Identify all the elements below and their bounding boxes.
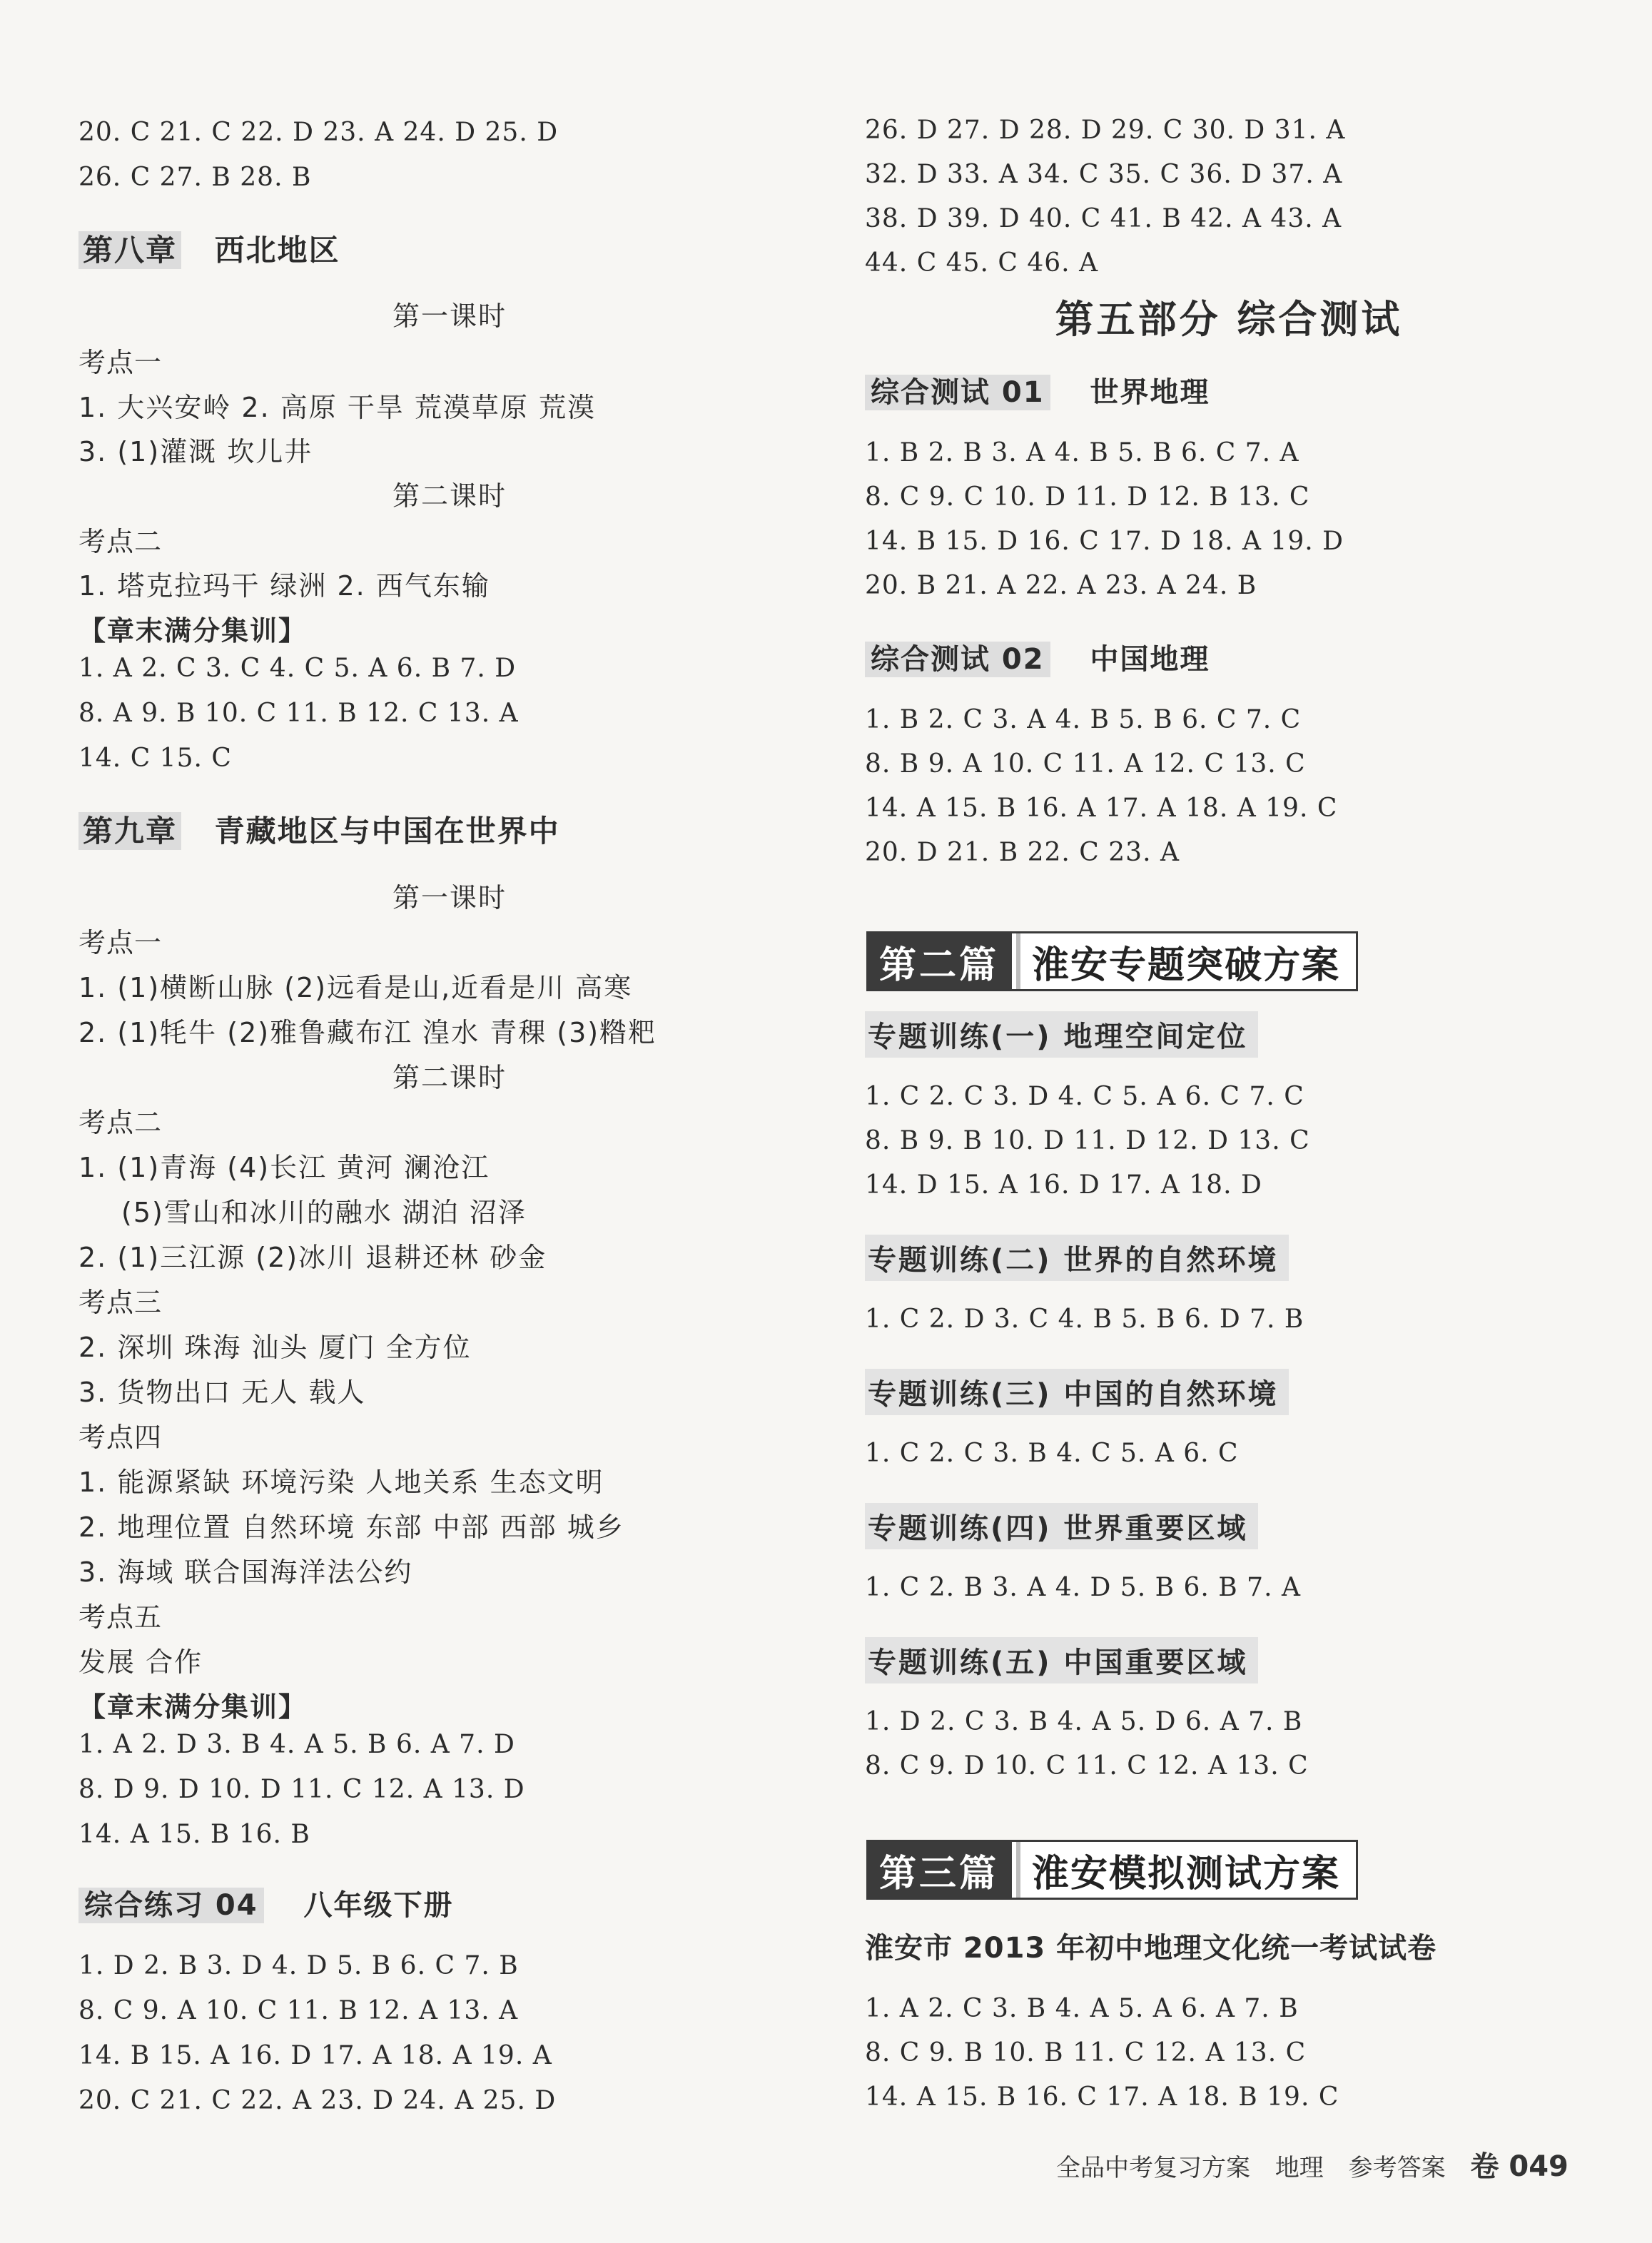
lesson-title: 第二课时	[392, 1062, 507, 1093]
lesson-title: 第一课时	[392, 300, 507, 332]
topic-heading: 专题训练(三) 中国的自然环境	[865, 1369, 1289, 1415]
section-label: 参考答案	[1348, 2154, 1446, 2182]
page-number: 卷 049	[1470, 2150, 1569, 2183]
chapter-number: 第九章	[78, 812, 181, 850]
answer-line: 1. C 2. D 3. C 4. B 5. B 6. D 7. B	[865, 1305, 1304, 1334]
answer-line: 2. (1)三江源 (2)冰川 退耕还林 砂金	[78, 1242, 547, 1273]
test-title: 中国地理	[1090, 643, 1210, 676]
test-title: 世界地理	[1090, 376, 1210, 409]
page-footer	[1056, 2144, 1598, 2184]
point-title: 考点二	[78, 526, 163, 557]
answer-line: 1. A 2. D 3. B 4. A 5. B 6. A 7. D	[78, 1730, 515, 1759]
chapter-number: 第八章	[78, 231, 181, 269]
topic-heading: 专题训练(一) 地理空间定位	[865, 1011, 1258, 1058]
answer-line: 8. C 9. C 10. D 11. D 12. B 13. C	[865, 482, 1310, 512]
test-heading	[865, 370, 1210, 410]
answer-line: 20. C 21. C 22. A 23. D 24. A 25. D	[78, 2086, 557, 2115]
topic-heading: 专题训练(二) 世界的自然环境	[865, 1235, 1289, 1281]
exercise-heading	[78, 1883, 454, 1923]
test-heading	[865, 637, 1210, 677]
lesson-title: 第一课时	[392, 882, 507, 913]
answer-line: 1. C 2. C 3. B 4. C 5. A 6. C	[865, 1439, 1239, 1468]
answer-line: 38. D 39. D 40. C 41. B 42. A 43. A	[865, 204, 1342, 233]
answer-line: 1. B 2. B 3. A 4. B 5. B 6. C 7. A	[865, 438, 1299, 467]
book-title: 全品中考复习方案	[1056, 2154, 1250, 2182]
point-title: 考点四	[78, 1422, 163, 1453]
answer-line: 1. D 2. C 3. B 4. A 5. D 6. A 7. B	[865, 1707, 1303, 1736]
exercise-tag: 综合练习 04	[78, 1888, 264, 1923]
answer-line: 14. A 15. B 16. B	[78, 1820, 310, 1849]
answer-line: 3. 海域 联合国海洋法公约	[78, 1556, 413, 1588]
section-banner	[866, 931, 1358, 991]
point-title: 考点一	[78, 347, 163, 378]
answer-line: 1. (1)青海 (4)长江 黄河 澜沧江	[78, 1152, 490, 1183]
answer-line: 20. C 21. C 22. D 23. A 24. D 25. D	[78, 118, 559, 147]
answer-line: 2. 地理位置 自然环境 东部 中部 西部 城乡	[78, 1512, 624, 1543]
banner-title: 淮安模拟测试方案	[1012, 1842, 1356, 1898]
answer-line: 2. 深圳 珠海 汕头 厦门 全方位	[78, 1332, 472, 1363]
answer-line: 1. (1)横断山脉 (2)远看是山,近看是川 高寒	[78, 972, 633, 1003]
point-title: 考点五	[78, 1601, 163, 1633]
answer-line: 14. A 15. B 16. C 17. A 18. B 19. C	[865, 2082, 1339, 2112]
answer-line: 1. C 2. B 3. A 4. D 5. B 6. B 7. A	[865, 1573, 1301, 1602]
answer-line: 发展 合作	[78, 1646, 203, 1678]
answer-line: 1. C 2. C 3. D 4. C 5. A 6. C 7. C	[865, 1082, 1304, 1111]
chapter-title: 西北地区	[214, 233, 340, 268]
test-tag: 综合测试 01	[865, 375, 1050, 410]
answer-line: 14. A 15. B 16. A 17. A 18. A 19. C	[865, 794, 1338, 823]
answer-line: 1. 能源紧缺 环境污染 人地关系 生态文明	[78, 1467, 604, 1498]
answer-line: 1. D 2. B 3. D 4. D 5. B 6. C 7. B	[78, 1951, 519, 1980]
banner-label: 第二篇	[866, 933, 1012, 989]
exam-heading: 淮安市 2013 年初中地理文化统一考试试卷	[865, 1932, 1437, 1965]
lesson-title: 第二课时	[392, 480, 507, 512]
chapter-heading	[78, 227, 340, 270]
answer-line: 26. D 27. D 28. D 29. C 30. D 31. A	[865, 116, 1346, 145]
answer-line: 3. (1)灌溉 坎儿井	[78, 436, 313, 467]
topic-heading: 专题训练(四) 世界重要区域	[865, 1503, 1258, 1549]
answer-line: 14. C 15. C	[78, 744, 232, 773]
point-title: 考点一	[78, 927, 163, 958]
topic-heading: 专题训练(五) 中国重要区域	[865, 1637, 1258, 1683]
answer-line: 2. (1)牦牛 (2)雅鲁藏布江 湟水 青稞 (3)糌粑	[78, 1017, 657, 1048]
point-title: 考点二	[78, 1107, 163, 1138]
answer-line: 8. C 9. A 10. C 11. B 12. A 13. A	[78, 1996, 519, 2025]
answer-line: 20. D 21. B 22. C 23. A	[865, 838, 1180, 867]
answer-line: (5)雪山和冰川的融水 湖泊 沼泽	[121, 1197, 527, 1228]
answer-line: 26. C 27. B 28. B	[78, 163, 312, 192]
exercise-title: 八年级下册	[303, 1889, 454, 1922]
chapter-title: 青藏地区与中国在世界中	[214, 814, 560, 849]
answer-line: 14. B 15. D 16. C 17. D 18. A 19. D	[865, 527, 1344, 556]
answer-line: 1. 塔克拉玛干 绿洲 2. 西气东输	[78, 570, 490, 602]
answer-line: 1. A 2. C 3. B 4. A 5. A 6. A 7. B	[865, 1994, 1299, 2023]
answer-line: 8. B 9. B 10. D 11. D 12. D 13. C	[865, 1126, 1310, 1155]
answer-line: 8. A 9. B 10. C 11. B 12. C 13. A	[78, 699, 519, 728]
banner-title: 淮安专题突破方案	[1012, 933, 1356, 989]
answer-line: 20. B 21. A 22. A 23. A 24. B	[865, 571, 1257, 600]
point-title: 考点三	[78, 1287, 163, 1318]
answer-line: 1. A 2. C 3. C 4. C 5. A 6. B 7. D	[78, 654, 517, 683]
part-title: 第五部分 综合测试	[1055, 297, 1403, 342]
answer-line: 8. C 9. B 10. B 11. C 12. A 13. C	[865, 2038, 1307, 2067]
subject-label: 地理	[1275, 2154, 1324, 2182]
answer-line: 14. B 15. A 16. D 17. A 18. A 19. A	[78, 2041, 552, 2070]
banner-label: 第三篇	[866, 1842, 1012, 1898]
review-title: 【章末满分集训】	[78, 1691, 308, 1723]
answer-line: 1. B 2. C 3. A 4. B 5. B 6. C 7. C	[865, 705, 1302, 734]
test-tag: 综合测试 02	[865, 642, 1050, 677]
answer-line: 14. D 15. A 16. D 17. A 18. D	[865, 1170, 1262, 1200]
review-title: 【章末满分集训】	[78, 615, 308, 647]
answer-line: 8. D 9. D 10. D 11. C 12. A 13. D	[78, 1775, 525, 1804]
answer-line: 44. C 45. C 46. A	[865, 248, 1099, 278]
chapter-heading	[78, 808, 560, 851]
section-banner	[866, 1840, 1358, 1900]
answer-line: 1. 大兴安岭 2. 高原 干旱 荒漠草原 荒漠	[78, 392, 596, 423]
answer-line: 8. B 9. A 10. C 11. A 12. C 13. C	[865, 749, 1306, 779]
answer-line: 8. C 9. D 10. C 11. C 12. A 13. C	[865, 1751, 1309, 1781]
answer-line: 32. D 33. A 34. C 35. C 36. D 37. A	[865, 160, 1343, 189]
answer-line: 3. 货物出口 无人 载人	[78, 1377, 366, 1408]
